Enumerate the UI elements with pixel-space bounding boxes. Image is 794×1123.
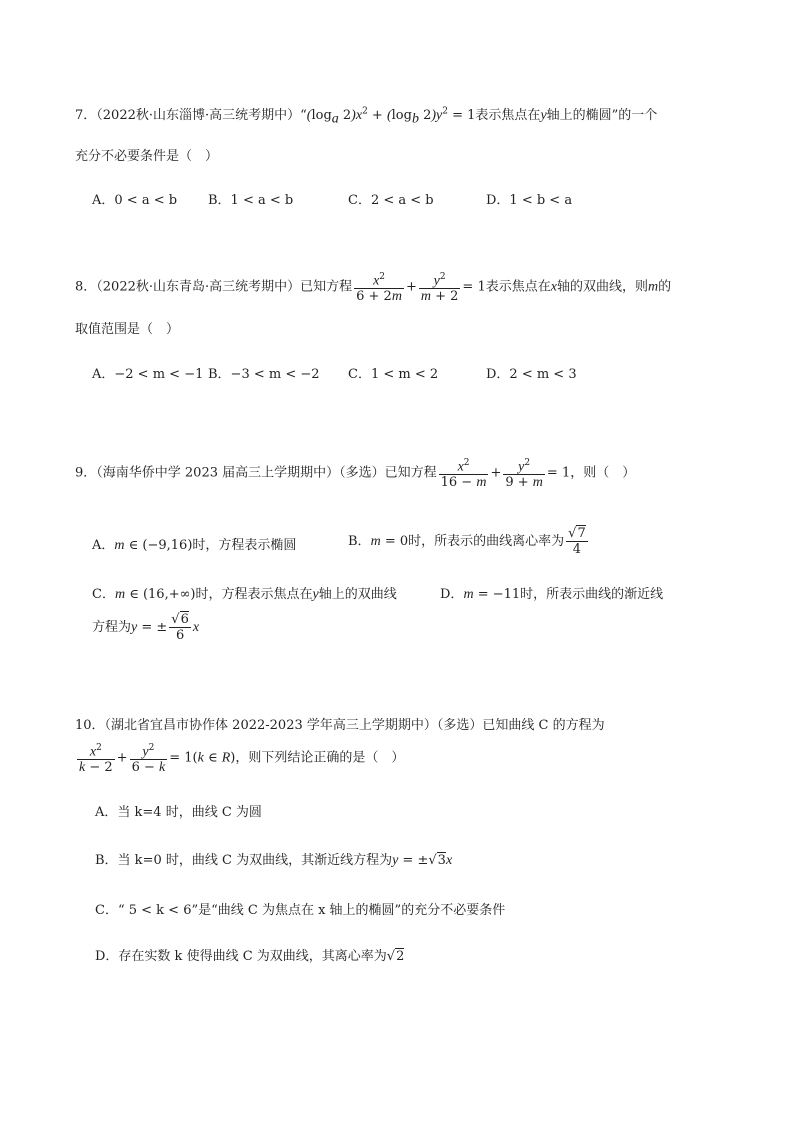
q9-option-b: B．m = 0时，所表示的曲线离心率为 $\frac{√7}{4}$ <box>348 526 586 557</box>
q8-option-d: D．2 < m < 3 <box>486 367 577 382</box>
q10-fraction-2: $\frac{y^2}{6 - k}$ <box>131 743 166 776</box>
q9-option-c: C．m ∈ (16,+∞)时，方程表示焦点在y轴上的双曲线 <box>92 587 397 602</box>
q7-option-c: C．2 < a < b <box>348 193 434 208</box>
q10-option-a: A．当 k=4 时，曲线 C 为圆 <box>95 805 262 820</box>
q7-stem-line2: 充分不必要条件是（ ） <box>75 149 219 164</box>
q8-stem-line1: 8．（2022秋·山东青岛·高三统考期中）已知方程 $\frac{x^2}{6 + 2m}$ + $\frac{y^2}{m + 2}$ = 1表示焦点在x轴的双曲线，则m的 <box>75 272 672 305</box>
q10-fraction-1: $\frac{x^2}{k - 2}$ <box>79 743 113 776</box>
q7-option-a: A．0 < a < b <box>92 193 178 208</box>
q7-option-d: D．1 < b < a <box>486 193 573 208</box>
q8-option-a: A．−2 < m < −1 <box>92 367 204 382</box>
q9-fraction-1: $\frac{x^2}{16 - m}$ <box>440 458 487 491</box>
q8-fraction-1: $\frac{x^2}{6 + 2m}$ <box>356 272 402 305</box>
q9-fraction-2: $\frac{y^2}{9 + m}$ <box>505 458 543 491</box>
q9-option-d: D．m = −11时，所表示曲线的渐近线 <box>440 587 664 602</box>
q10-option-c: C．“ 5 < k < 6”是“曲线 C 为焦点在 x 轴上的椭圆”的充分不必要条件 <box>95 903 506 918</box>
q8-option-c: C．1 < m < 2 <box>348 367 439 382</box>
q9-option-a: A．m ∈ (−9,16)时，方程表示椭圆 <box>92 538 297 553</box>
q7-expression: ($\log_a$ $2)x^2 + (\log_b$ $2)y^2 = 1$ <box>306 106 476 127</box>
q10-option-b: B．当 k=0 时，曲线 C 为双曲线，其渐近线方程为y = ±√3x <box>95 853 453 868</box>
q7-stem-line1: 7．（2022秋·山东淄博·高三统考期中）“($\log_a$ $2)x^2 + (\log_b$ $2)y^2 = 1$表示焦点在y轴上的椭圆”的一个 <box>75 106 658 127</box>
q8-fraction-2: $\frac{y^2}{m + 2}$ <box>420 272 459 305</box>
q7-option-b: B．1 < a < b <box>208 193 294 208</box>
q10-option-d: D．存在实数 k 使得曲线 C 为双曲线，其离心率为√2 <box>95 949 405 964</box>
q9-option-d-line2: 方程为y = ± $\frac{√6}{6}$ x <box>92 612 200 643</box>
q9-b-fraction: $\frac{√7}{4}$ <box>568 526 586 557</box>
q9-d-fraction: $\frac{√6}{6}$ <box>171 612 189 643</box>
q10-stem-line2: $\frac{x^2}{k - 2}$ + $\frac{y^2}{6 - k}$ = 1(k ∈ R)，则下列结论正确的是（ ） <box>79 743 405 776</box>
q8-option-b: B．−3 < m < −2 <box>208 367 320 382</box>
q8-stem-line2: 取值范围是（ ） <box>75 322 180 337</box>
q9-stem: 9．（海南华侨中学 2023 届高三上学期期中）（多选）已知方程 $\frac{x^2}{16 - m}$ + $\frac{y^2}{9 + m}$ = 1，则（ ） <box>75 458 636 491</box>
q10-stem-line1: 10．（湖北省宜昌市协作体 2022-2023 学年高三上学期期中）（多选）已知曲线 C 的方程为 <box>75 718 605 733</box>
